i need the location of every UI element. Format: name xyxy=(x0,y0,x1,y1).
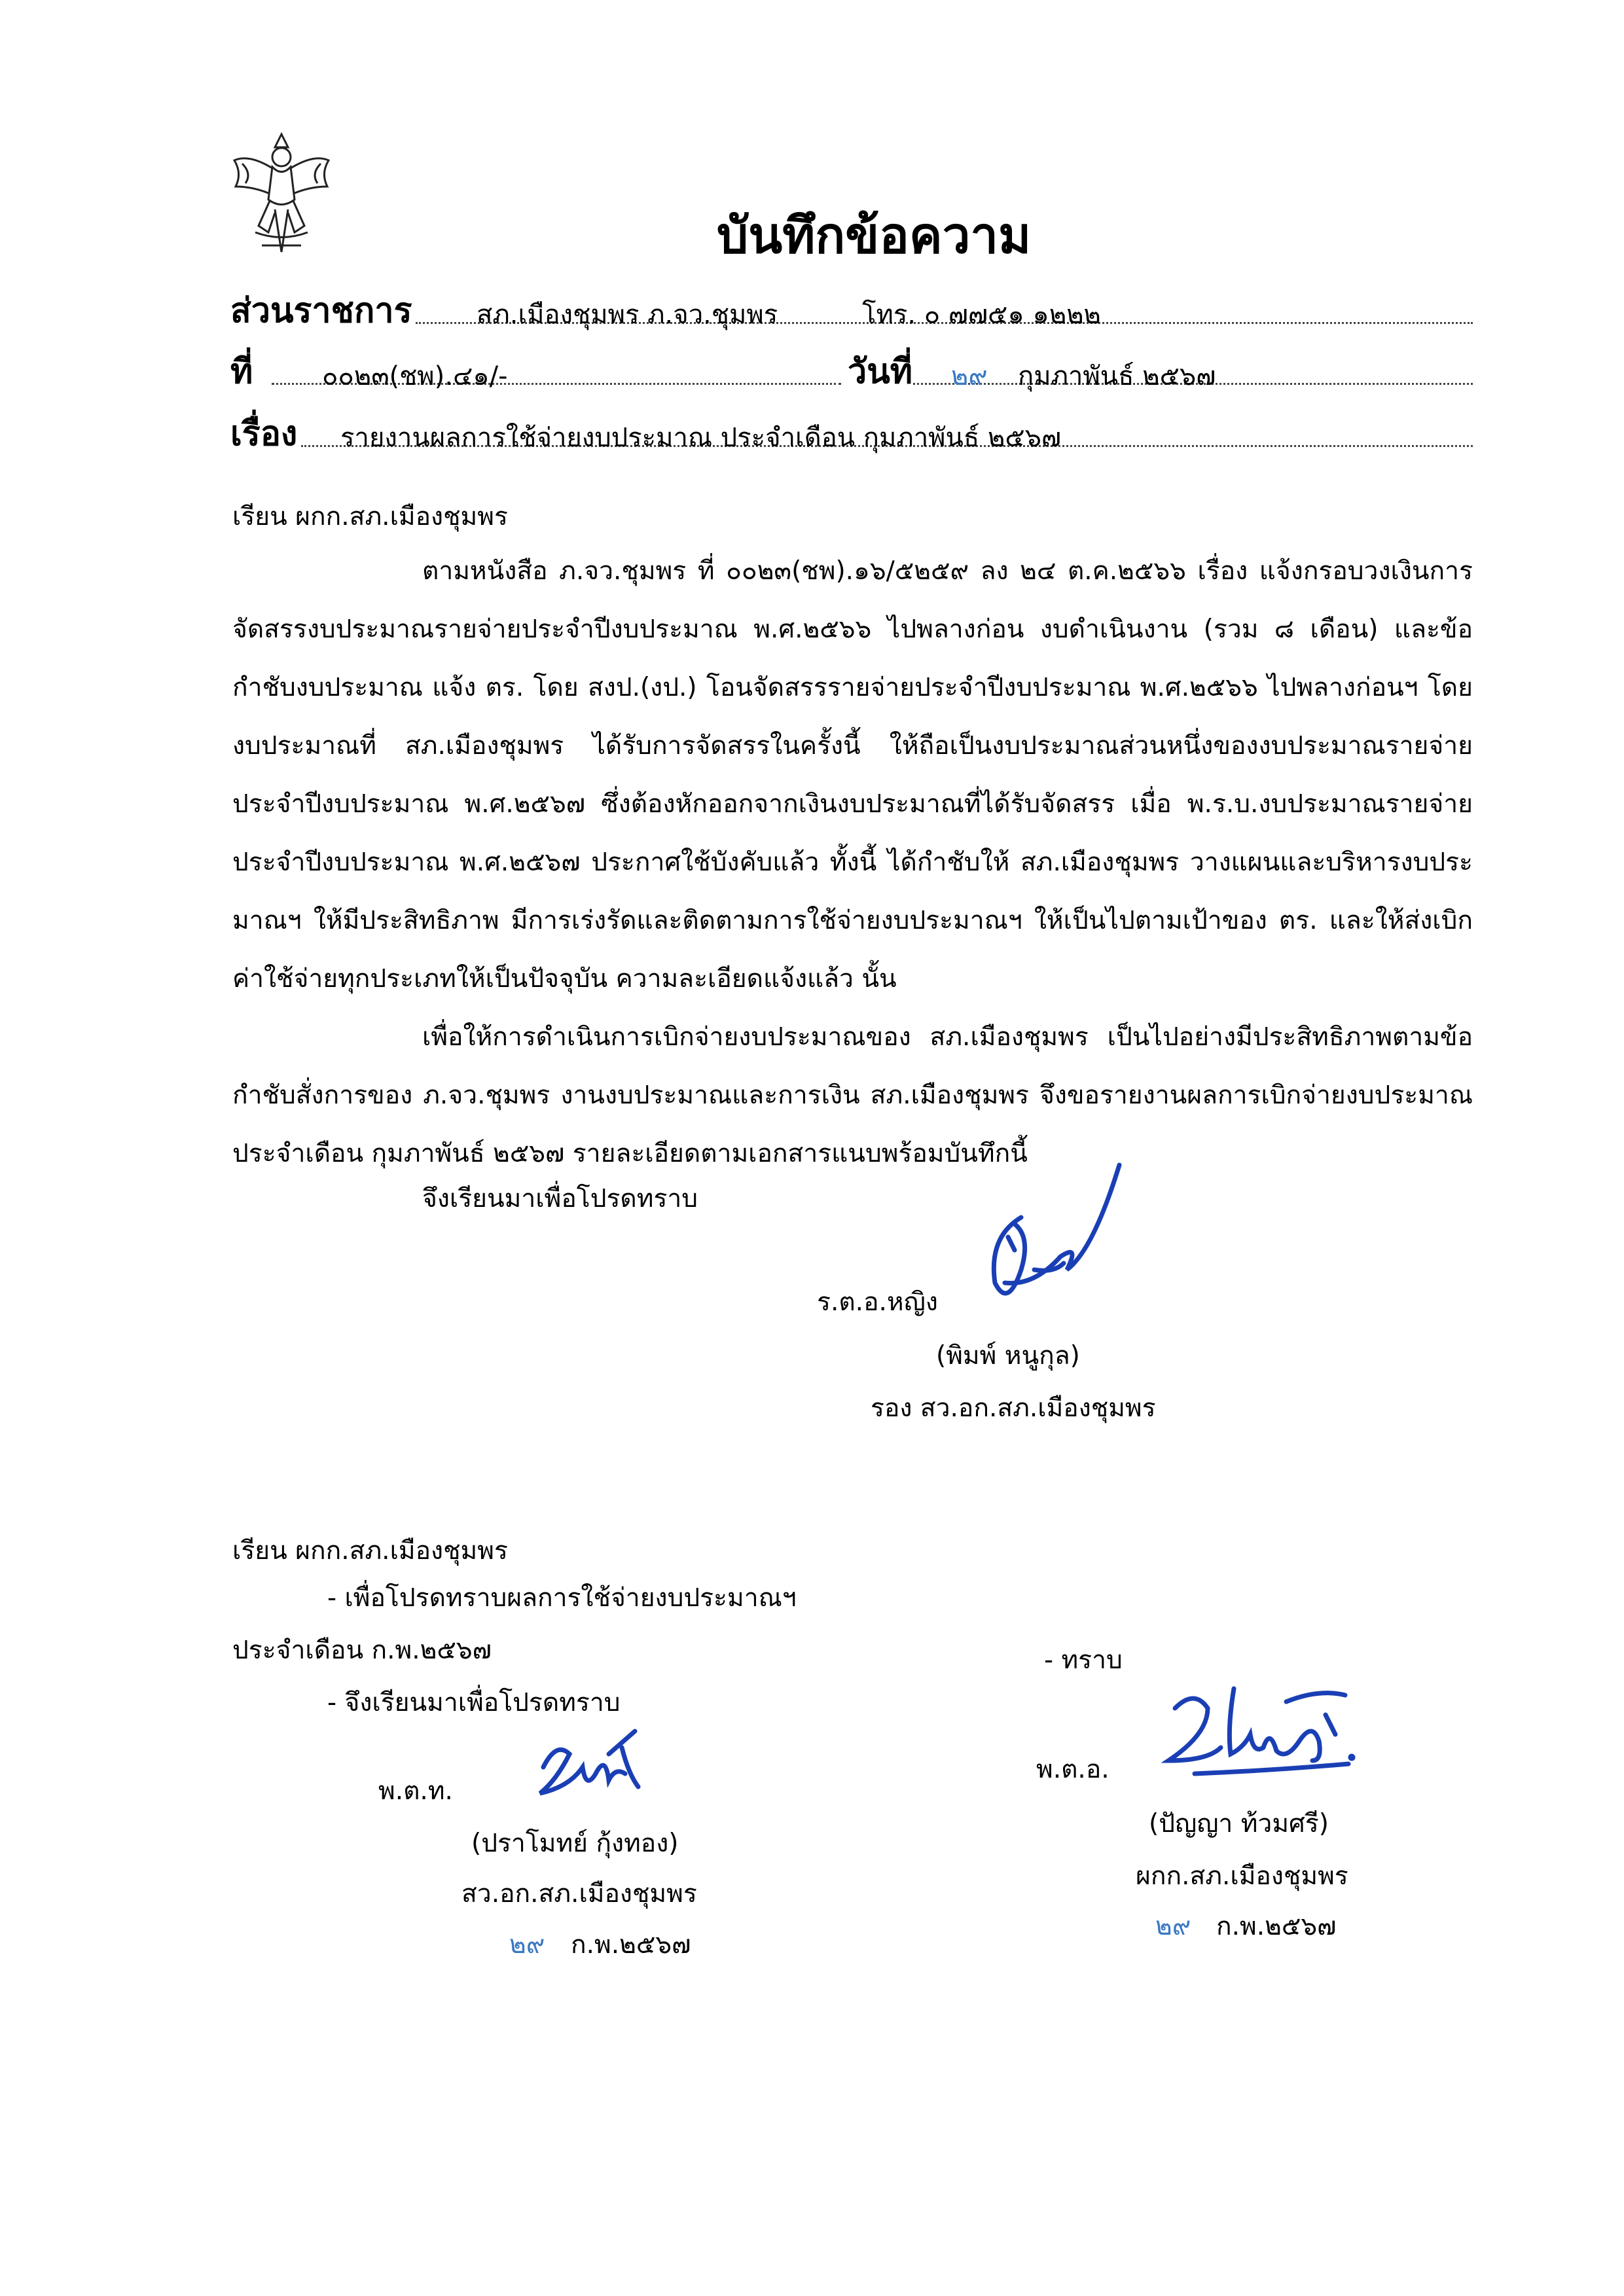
paragraph-1-text: ตามหนังสือ ภ.จว.ชุมพร ที่ ๐๐๒๓(ชพ).๑๖/๕๒๕๙ ลง ๒๔ ต.ค.๒๕๖๖ เรื่อง แจ้งกรอบวงเงินการจัดสรรงบประมาณรายจ่ายประจำปีงบประมาณ พ.ศ.๒๕๖๖ ไปพลางก่อน งบดำเนินงาน (รวม ๘ เดือน) และข้อกำชับงบประมาณ แจ้ง ตร. โดย สงป.(งป.) โอนจัดสรรรายจ่ายประจำปีงบประมาณ พ.ศ.๒๕๖๖ ไปพลางก่อนฯ โดยงบประมาณที่ สภ.เมืองชุมพร ได้รับการจัดสรรในครั้งนี้ ให้ถือเป็นงบประมาณส่วนหนึ่งของงบประมาณรายจ่ายประจำปีงบประมาณ พ.ศ.๒๕๖๗ ซึ่งต้องหักออกจากเงินงบประมาณที่ได้รับจัดสรร เมื่อ พ.ร.บ.งบประมาณรายจ่ายประจำปีงบประมาณ พ.ศ.๒๕๖๗ ประกาศใช้บังคับแล้ว ทั้งนี้ ได้กำชับให้ สภ.เมืองชุมพร วางแผนและบริหารงบประมาณฯ ให้มีประสิทธิภาพ มีการเร่งรัดและติดตามการใช้จ่ายงบประมาณฯ ให้เป็นไปตามเป้าของ ตร. และให้ส่งเบิกค่าใช้จ่ายทุกประเภทให้เป็นปัจจุบัน ความละเอียดแจ้งแล้ว นั้น xyxy=(232,556,1473,994)
signature-2-icon xyxy=(530,1728,641,1806)
agency-label: ส่วนราชการ xyxy=(230,291,412,331)
endorsement-right-rank: พ.ต.อ. xyxy=(1036,1755,1110,1784)
signer-1-name: (พิมพ์ หนูกุล) xyxy=(936,1341,1080,1371)
ref-value: ๐๐๒๓(ชพ).๔๑/- xyxy=(322,361,508,391)
ref-label: ที่ xyxy=(230,352,253,391)
paragraph-2 xyxy=(232,1008,1473,1183)
signer-1-rank: ร.ต.อ.หญิง xyxy=(817,1287,938,1317)
date-label: วันที่ xyxy=(848,352,913,391)
signature-3-icon xyxy=(1155,1676,1358,1787)
paragraph-2-text: เพื่อให้การดำเนินการเบิกจ่ายงบประมาณของ สภ.เมืองชุมพร เป็นไปอย่างมีประสิทธิภาพตามข้อกำชับสั่งการของ ภ.จว.ชุมพร งานงบประมาณและการเงิน สภ.เมืองชุมพร จึงขอรายงานผลการเบิกจ่ายงบประมาณประจำเดือน กุมภาพันธ์ ๒๕๖๗ รายละเอียดตามเอกสารแนบพร้อมบันทึกนี้ xyxy=(232,1022,1473,1168)
endorsement-left-rank: พ.ต.ท. xyxy=(378,1776,453,1806)
agency-value: สภ.เมืองชุมพร ภ.จว.ชุมพร xyxy=(477,300,778,330)
subject-value: รายงานผลการใช้จ่ายงบประมาณ ประจำเดือน กุมภาพันธ์ ๒๕๖๗ xyxy=(340,423,1062,453)
endorsement-right-date-day: ๒๙ xyxy=(1155,1912,1191,1941)
endorsement-left-date-day: ๒๙ xyxy=(509,1930,545,1960)
endorsement-left-name: (ปราโมทย์ กุ้งทอง) xyxy=(471,1829,679,1858)
garuda-emblem-icon xyxy=(229,128,334,259)
endorsement-right-position: ผกก.สภ.เมืองชุมพร xyxy=(1136,1861,1348,1891)
endorsement-right-date-rest: ก.พ.๒๕๖๗ xyxy=(1216,1912,1337,1941)
endorsement-right-name: (ปัญญา ท้วมศรี) xyxy=(1149,1809,1329,1839)
paragraph-1 xyxy=(232,542,1473,1008)
closing-line: จึงเรียนมาเพื่อโปรดทราบ xyxy=(422,1184,698,1213)
endorsement-left-salutation: เรียน ผกก.สภ.เมืองชุมพร xyxy=(232,1536,508,1566)
endorsement-left-line2: ประจำเดือน ก.พ.๒๕๖๗ xyxy=(232,1636,492,1665)
document-title: บันทึกข้อความ xyxy=(717,206,1032,264)
subject-label: เรื่อง xyxy=(230,414,298,454)
signer-1-position: รอง สว.อก.สภ.เมืองชุมพร xyxy=(871,1393,1156,1423)
endorsement-right-note: - ทราบ xyxy=(1044,1645,1123,1675)
date-day: ๒๙ xyxy=(951,361,988,391)
phone-value: โทร. ๐ ๗๗๕๑ ๑๒๒๒ xyxy=(862,300,1101,330)
signature-1-icon xyxy=(969,1158,1126,1329)
endorsement-left-date-rest: ก.พ.๒๕๖๗ xyxy=(571,1930,691,1960)
date-rest: กุมภาพันธ์ ๒๕๖๗ xyxy=(1018,361,1216,391)
salutation: เรียน ผกก.สภ.เมืองชุมพร xyxy=(232,502,508,531)
endorsement-left-line1: - เพื่อโปรดทราบผลการใช้จ่ายงบประมาณฯ xyxy=(327,1583,797,1613)
endorsement-left-line3: - จึงเรียนมาเพื่อโปรดทราบ xyxy=(327,1688,621,1717)
endorsement-left-position: สว.อก.สภ.เมืองชุมพร xyxy=(461,1879,697,1909)
